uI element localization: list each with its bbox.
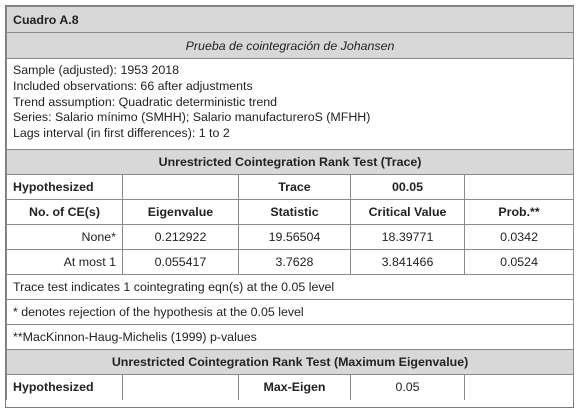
header-cell: 00.05 — [351, 175, 465, 200]
header-cell: Statistic — [239, 200, 351, 225]
table-row — [7, 250, 574, 275]
trace-header-row-2 — [7, 200, 574, 225]
header-cell — [465, 375, 574, 400]
table-cell: 0.055417 — [123, 250, 239, 275]
table-cell: 18.39771 — [351, 225, 465, 250]
maxeig-header-row-1 — [7, 375, 574, 400]
header-cell: Hypothesized — [7, 375, 123, 400]
header-cell: Critical Value — [351, 200, 465, 225]
observations-line: Included observations: 66 after adjustments — [13, 78, 253, 93]
trace-header-row-1 — [7, 175, 574, 200]
table-cell: 0.0524 — [465, 250, 574, 275]
header-cell: No. of CE(s) — [7, 200, 123, 225]
trend-line: Trend assumption: Quadratic deterministic trend — [13, 94, 277, 109]
table-subtitle: Prueba de cointegración de Johansen — [7, 33, 574, 59]
table-cell: 19.56504 — [239, 225, 351, 250]
sample-line: Sample (adjusted): 1953 2018 — [13, 63, 180, 77]
table-cell: 3.7628 — [239, 250, 351, 275]
header-cell — [123, 375, 239, 400]
header-cell: 0.05 — [351, 375, 465, 400]
table-row — [7, 225, 574, 250]
header-cell: Prob.** — [465, 200, 574, 225]
table-cell: At most 1 — [7, 250, 123, 275]
header-cell: Max-Eigen — [239, 375, 351, 400]
rejection-note: * denotes rejection of the hypothesis at the 0.05 level — [7, 300, 574, 325]
header-cell — [465, 175, 574, 200]
table-frame — [5, 5, 574, 408]
table-title: Cuadro A.8 — [7, 7, 574, 33]
header-cell: Trace — [239, 175, 351, 200]
header-cell — [123, 175, 239, 200]
cointegration-table — [6, 6, 574, 400]
header-cell: Hypothesized — [7, 175, 123, 200]
trace-section-heading: Unrestricted Cointegration Rank Test (Trace) — [7, 150, 574, 175]
sample-info — [7, 59, 574, 150]
lags-line: Lags interval (in first differences): 1 to 2 — [13, 126, 230, 141]
trace-note: Trace test indicates 1 cointegrating eqn(s) at the 0.05 level — [7, 275, 574, 300]
table-cell: 0.0342 — [465, 225, 574, 250]
table-cell: 0.212922 — [123, 225, 239, 250]
pvalue-note: **MacKinnon-Haug-Michelis (1999) p-values — [7, 325, 574, 350]
maxeig-section-heading: Unrestricted Cointegration Rank Test (Maximum Eigenvalue) — [7, 350, 574, 375]
table-cell: 3.841466 — [351, 250, 465, 275]
header-cell: Eigenvalue — [123, 200, 239, 225]
series-line: Series: Salario mínimo (SMHH); Salario manufactureroS (MFHH) — [13, 110, 371, 125]
table-cell: None* — [7, 225, 123, 250]
